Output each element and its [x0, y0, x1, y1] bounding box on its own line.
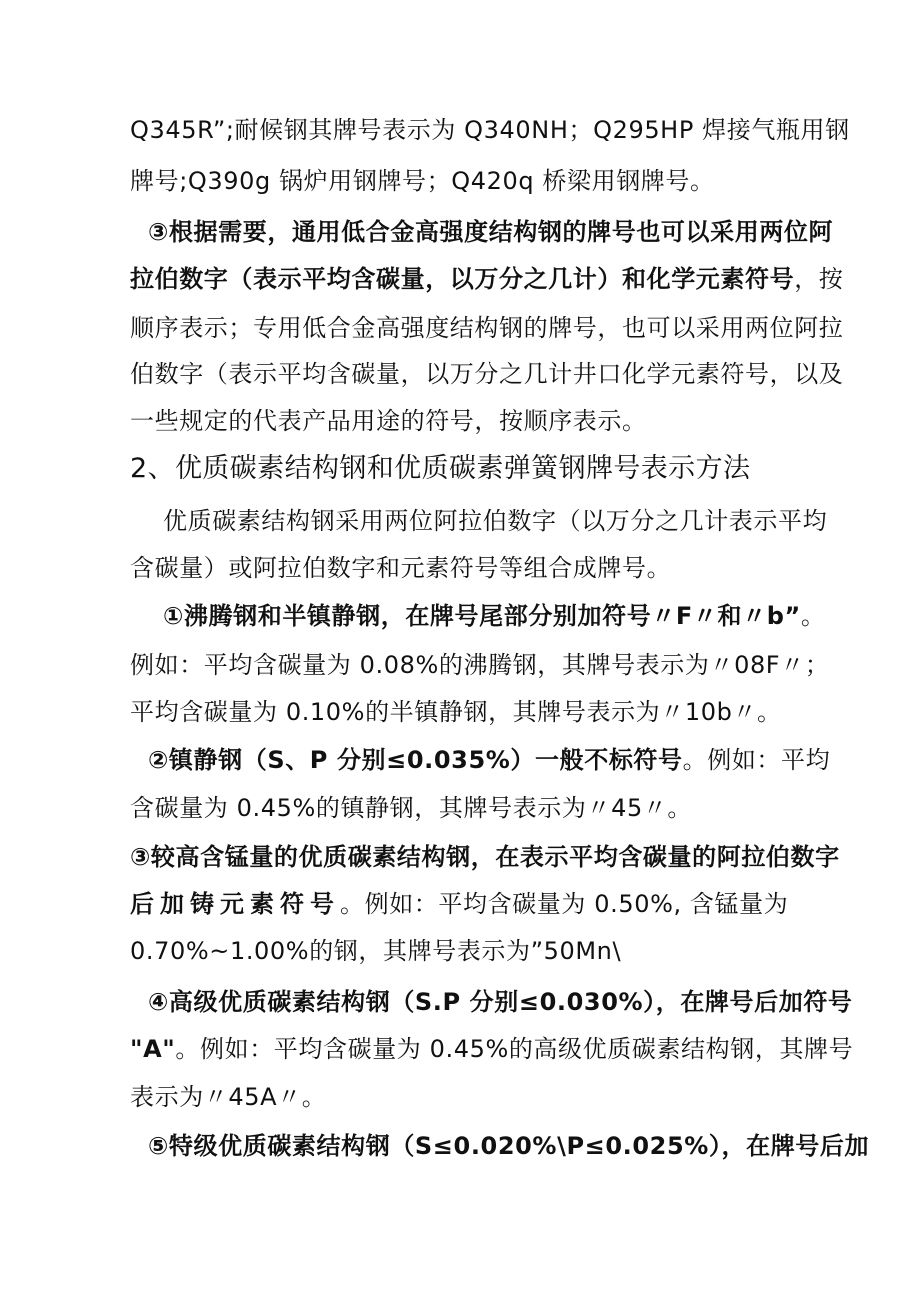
text-line: 含碳量为 0.45%的镇静钢，其牌号表示为〃45〃。 [130, 794, 693, 822]
text-line-bold: ③根据需要，通用低合金高强度结构钢的牌号也可以采用两位阿 [148, 218, 834, 246]
text-line: 后加铸元素符号。例如：平均含碳量为 0.50%, 含锰量为 [130, 890, 789, 918]
text-line: "A"。例如：平均含碳量为 0.45%的高级优质碳素结构钢，其牌号 [130, 1035, 854, 1063]
text-line: 表示为〃45A〃。 [130, 1083, 327, 1111]
text-line: 伯数字（表示平均含碳量，以万分之几计井口化学元素符号，以及 [130, 360, 844, 388]
text-line: ②镇静钢（S、P 分别≤0.035%）一般不标符号。例如：平均 [148, 746, 831, 774]
text-line: Q345R”;耐候钢其牌号表示为 Q340NH；Q295HP 焊接气瓶用钢 [130, 116, 850, 144]
text-line: 顺序表示；专用低合金高强度结构钢的牌号，也可以采用两位阿拉 [130, 314, 844, 342]
text-line: 平均含碳量为 0.10%的半镇静钢，其牌号表示为〃10b〃。 [130, 698, 782, 726]
text-line-bold: ⑤特级优质碳素结构钢（S≤0.020%\P≤0.025%），在牌号后加 [148, 1132, 870, 1160]
text-line-bold: ④高级优质碳素结构钢（S.P 分别≤0.030%），在牌号后加符号 [148, 988, 853, 1016]
text-line-bold: ③较高含锰量的优质碳素结构钢，在表示平均含碳量的阿拉伯数字 [130, 843, 840, 871]
text-line: 含碳量）或阿拉伯数字和元素符号等组合成牌号。 [130, 554, 672, 582]
text-line: 牌号;Q390g 锅炉用钢牌号；Q420q 桥梁用钢牌号。 [130, 167, 715, 195]
text-line: 拉伯数字（表示平均含碳量，以万分之几计）和化学元素符号，按 [130, 265, 844, 293]
text-line: 例如：平均含碳量为 0.08%的沸腾钢，其牌号表示为〃08F〃； [130, 651, 830, 679]
text-line: ①沸腾钢和半镇静钢，在牌号尾部分别加符号〃F〃和〃b”。 [163, 602, 826, 630]
text-line: 优质碳素结构钢采用两位阿拉伯数字（以万分之几计表示平均 [163, 507, 828, 535]
section-heading: 2、优质碳素结构钢和优质碳素弹簧钢牌号表示方法 [130, 453, 751, 484]
text-line: 一些规定的代表产品用途的符号，按顺序表示。 [130, 407, 647, 435]
text-line: 0.70%~1.00%的钢，其牌号表示为”50Mn\ [130, 937, 622, 965]
